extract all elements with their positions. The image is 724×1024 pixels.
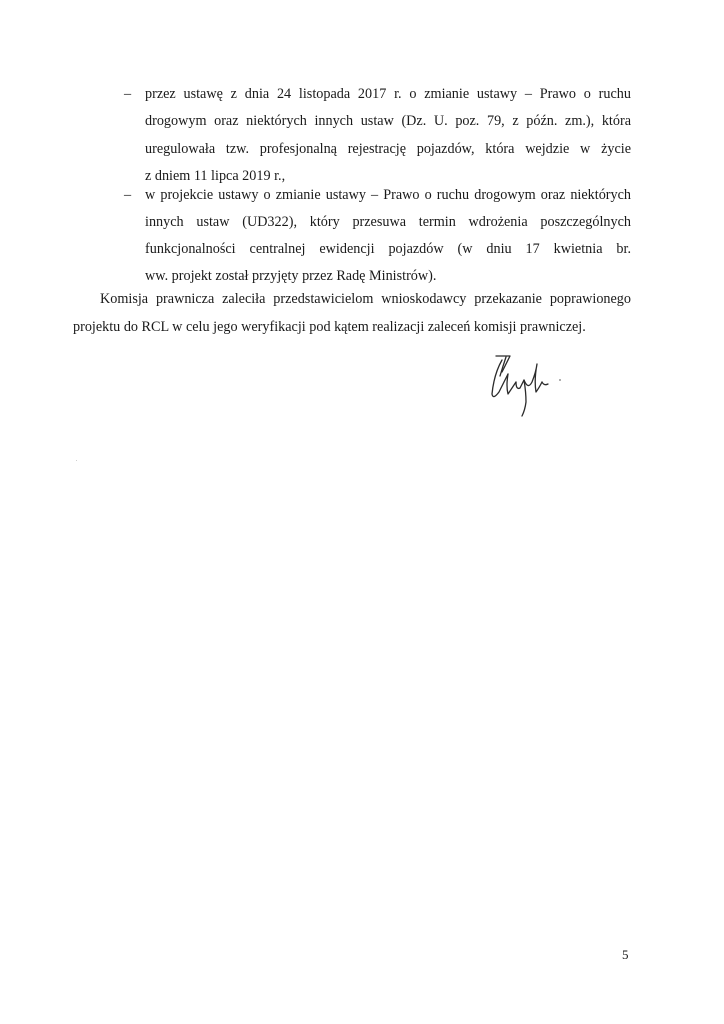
list-item-line: z dniem 11 lipca 2019 r., bbox=[145, 168, 286, 184]
list-item-dash: – bbox=[124, 187, 132, 203]
list-item-line: w projekcie ustawy o zmianie ustawy – Prawo o ruchu drogowym oraz niektórych bbox=[145, 187, 631, 203]
list-item-line: ww. projekt został przyjęty przez Radę Ministrów). bbox=[145, 268, 437, 284]
list-item-line: uregulowała tzw. profesjonalną rejestrację pojazdów, która wejdzie w życie bbox=[145, 141, 631, 157]
paragraph-line: projektu do RCL w celu jego weryfikacji pod kątem realizacji zaleceń komisji prawniczej. bbox=[73, 319, 586, 335]
scan-speck bbox=[76, 460, 77, 461]
signature bbox=[486, 352, 576, 424]
list-item-line: drogowym oraz niektórych innych ustaw (Dz. U. poz. 79, z późn. zm.), która bbox=[145, 113, 631, 129]
paragraph-line: Komisja prawnicza zaleciła przedstawicielom wnioskodawcy przekazanie poprawionego bbox=[100, 291, 631, 307]
list-item-line: funkcjonalności centralnej ewidencji pojazdów (w dniu 17 kwietnia br. bbox=[145, 241, 631, 257]
page-number: 5 bbox=[622, 947, 629, 962]
list-item-dash: – bbox=[124, 86, 132, 102]
list-item-line: przez ustawę z dnia 24 listopada 2017 r. o zmianie ustawy – Prawo o ruchu bbox=[145, 86, 631, 102]
list-item-line: innych ustaw (UD322), który przesuwa termin wdrożenia poszczególnych bbox=[145, 214, 631, 230]
